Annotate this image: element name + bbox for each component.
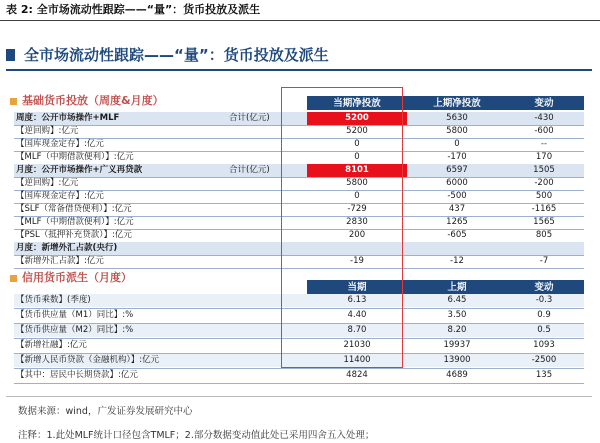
row-label: 【新增人民币贷款（金融机构）】:亿元	[16, 355, 160, 365]
cell-change: 0.5	[537, 325, 551, 335]
cell-change: 1093	[533, 340, 555, 350]
cell-current: 8101	[307, 164, 407, 177]
row-label: 【货币供应量（M2）同比】:%	[16, 325, 134, 335]
cell-current: 4824	[346, 370, 368, 380]
row-label: 【国库现金定存】:亿元	[16, 139, 104, 149]
row-divider	[14, 383, 584, 384]
cell-previous: 6597	[446, 165, 468, 175]
section-bullet-icon	[10, 98, 17, 105]
table-row	[14, 324, 584, 337]
row-label: 月度：新增外汇占款(央行)	[16, 243, 118, 253]
table-row	[14, 112, 584, 125]
cell-previous: -170	[447, 152, 467, 162]
table-caption: 表 2: 全市场流动性跟踪——“量”：货币投放及派生	[6, 3, 261, 16]
cell-change: 1505	[533, 165, 555, 175]
caption-divider	[0, 20, 600, 21]
row-label: 【MLF（中期借款便利）】:亿元	[16, 152, 134, 162]
row-label: 【SLF（常备借贷便利）】:亿元	[16, 204, 132, 214]
cell-change: -600	[534, 126, 554, 136]
section1-header-current: 当期净投放	[333, 98, 381, 109]
cell-current: -19	[350, 256, 364, 266]
row-unit: 合计(亿元)	[229, 165, 270, 175]
table-row	[14, 255, 584, 268]
row-label: 【国库现金定存】:亿元	[16, 191, 104, 201]
section2-header-previous: 上期	[447, 282, 467, 293]
cell-change: 135	[535, 370, 553, 380]
data-source: 数据来源：wind，广发证券发展研究中心	[18, 406, 193, 417]
table-row	[14, 125, 584, 138]
cell-previous: 1265	[446, 217, 468, 227]
cell-change: -430	[534, 113, 554, 123]
cell-current: 4.40	[347, 310, 367, 320]
table-row	[14, 369, 584, 382]
cell-change: 805	[535, 230, 553, 240]
cell-previous: 19937	[443, 340, 471, 350]
section1-label: 基础货币投放（周度&月度）	[22, 94, 164, 107]
cell-previous: 6000	[446, 178, 468, 188]
table-row	[14, 216, 584, 229]
section-bullet-icon	[10, 275, 17, 282]
row-label: 【逆回购】:亿元	[16, 126, 79, 136]
footnote: 注释：1.此处MLF统计口径包含TMLF；2.部分数据变动值此处已采用四舍五入处理；	[18, 430, 375, 441]
table-row	[14, 242, 584, 255]
table-row	[14, 190, 584, 203]
cell-previous: -500	[447, 191, 467, 201]
row-label: 周度：公开市场操作+MLF	[16, 113, 120, 123]
table-row	[14, 229, 584, 242]
footer-divider	[6, 396, 592, 397]
table-row	[14, 354, 584, 367]
row-label: 【逆回购】:亿元	[16, 178, 79, 188]
cell-current: 5200	[346, 126, 368, 136]
cell-current: 2830	[346, 217, 368, 227]
cell-current: 8.70	[347, 325, 367, 335]
cell-change: 0.9	[537, 310, 551, 320]
cell-previous: 6.45	[447, 295, 467, 305]
cell-current: 21030	[343, 340, 371, 350]
row-label: 月度：公开市场操作+广义再贷款	[16, 165, 143, 175]
table-row	[14, 309, 584, 322]
row-unit: 合计(亿元)	[229, 113, 270, 123]
cell-current: 200	[348, 230, 366, 240]
cell-current: 5800	[346, 178, 368, 188]
cell-previous: -605	[447, 230, 467, 240]
row-label: 【新增外汇占款】:亿元	[16, 256, 104, 266]
title-marker-icon	[6, 49, 15, 61]
row-divider	[14, 268, 584, 269]
table-row	[14, 177, 584, 190]
cell-previous: 437	[448, 204, 466, 214]
cell-change: -7	[539, 256, 549, 266]
cell-current: 6.13	[347, 295, 367, 305]
cell-current: 0	[354, 139, 360, 149]
cell-current: 5200	[307, 112, 407, 125]
cell-change: -0.3	[535, 295, 553, 305]
row-label: 【新增社融】:亿元	[16, 340, 87, 350]
table-row	[14, 138, 584, 151]
row-label: 【货币乘数】(季度)	[16, 295, 91, 305]
title-divider	[6, 69, 592, 71]
cell-previous: 5630	[446, 113, 468, 123]
table-row	[14, 203, 584, 216]
cell-previous: 4689	[446, 370, 468, 380]
table-row	[14, 151, 584, 164]
row-label: 【MLF（中期借款便利）】:亿元	[16, 217, 134, 227]
section2-header-change: 变动	[534, 282, 554, 293]
cell-previous: 13900	[443, 355, 471, 365]
row-label: 【PSL（抵押补充贷款）】:亿元	[16, 230, 132, 240]
cell-previous: -12	[450, 256, 464, 266]
cell-change: -200	[534, 178, 554, 188]
cell-previous: 8.20	[447, 325, 467, 335]
section1-header-previous: 上期净投放	[433, 98, 481, 109]
cell-change: 1565	[533, 217, 555, 227]
row-label: 【货币供应量（M1）同比】:%	[16, 310, 134, 320]
cell-previous: 3.50	[447, 310, 467, 320]
table-row	[14, 339, 584, 352]
cell-change: --	[540, 139, 548, 149]
page-title: 全市场流动性跟踪——“量”：货币投放及派生	[24, 46, 329, 64]
cell-change: 170	[535, 152, 553, 162]
row-label: 【其中：居民中长期贷款】:亿元	[16, 370, 138, 380]
table-row	[14, 294, 584, 307]
section2-label: 信用货币派生（月度）	[22, 271, 132, 284]
cell-current: -729	[347, 204, 367, 214]
section1-header-change: 变动	[534, 98, 554, 109]
cell-change: -2500	[531, 355, 557, 365]
cell-current: 11400	[343, 355, 371, 365]
cell-change: -1165	[531, 204, 557, 214]
section2-header-current: 当期	[347, 282, 367, 293]
cell-current: 0	[354, 191, 360, 201]
cell-change: 500	[535, 191, 553, 201]
cell-current: 0	[354, 152, 360, 162]
cell-previous: 5800	[446, 126, 468, 136]
table-row	[14, 164, 584, 177]
cell-previous: 0	[454, 139, 460, 149]
